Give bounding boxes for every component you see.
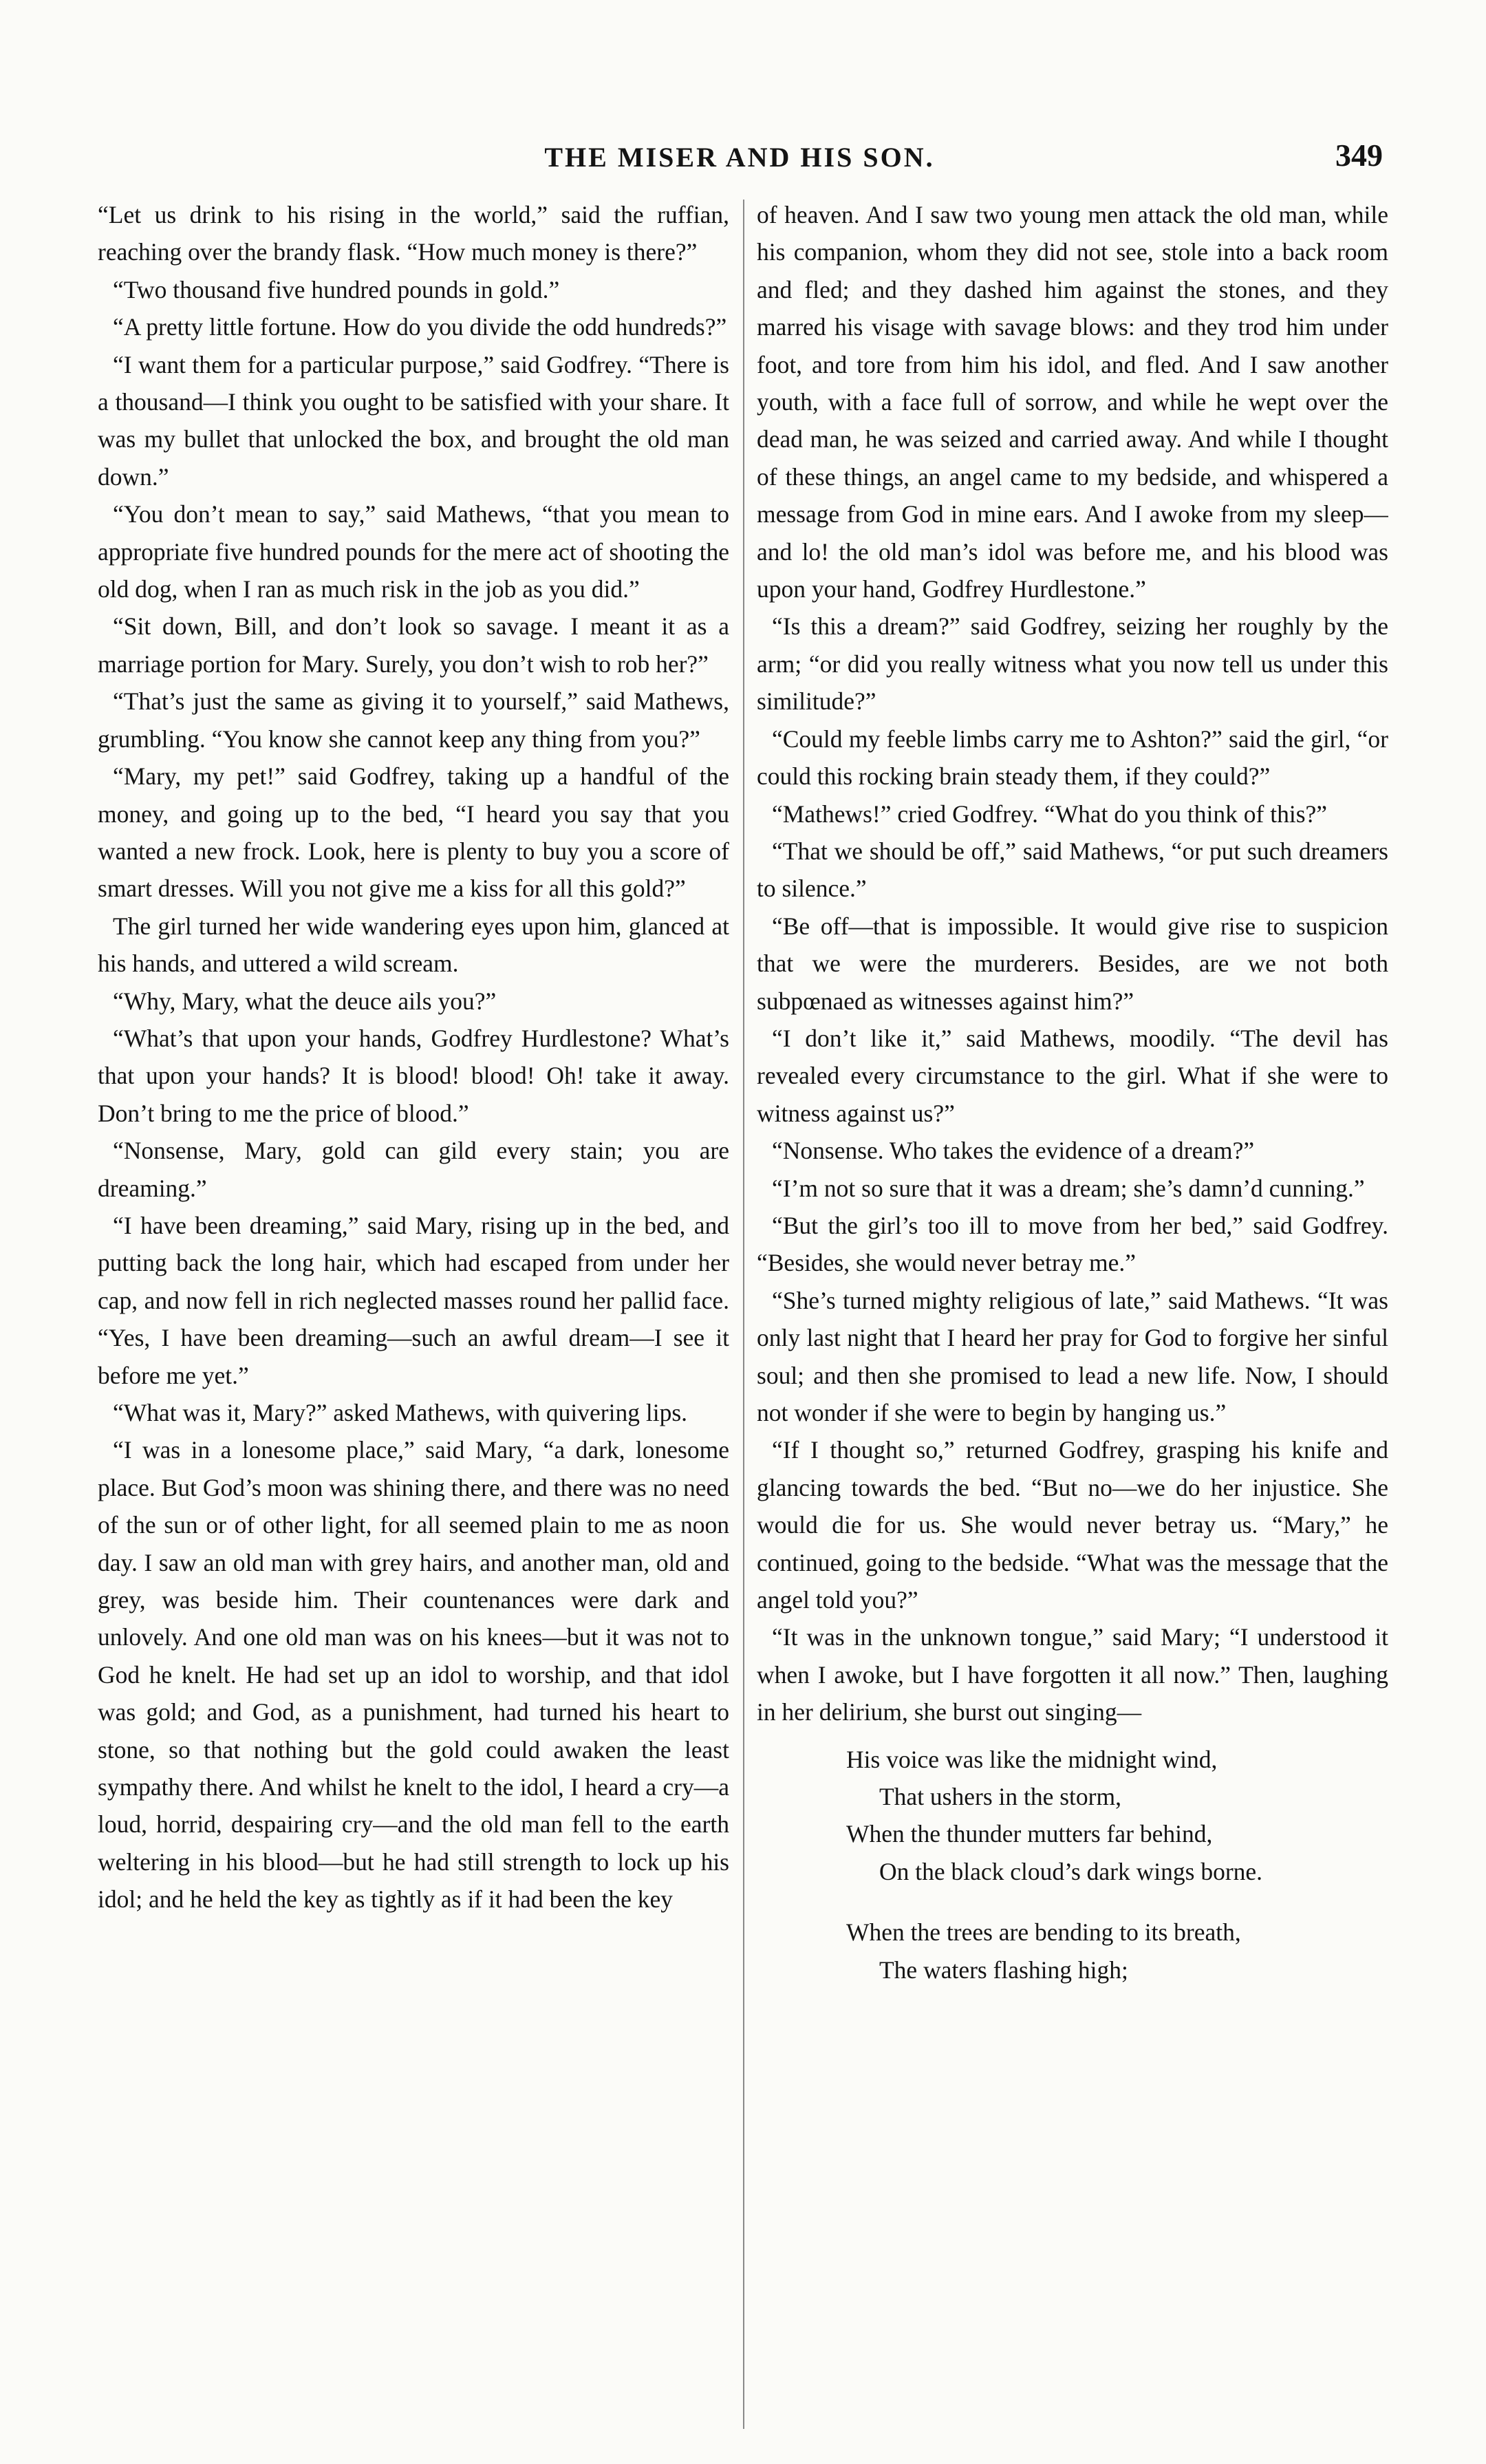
paragraph: of heaven. And I saw two young men attack the old man, while his companion, whom they did not see, stole into a back room and fled; and they dashed him against the stones, and they marred his visage with savage blows: and they trod him under foot, and tore from him his idol, and fled. And I saw another youth, with a face full of sorrow, and while he wept over the dead man, he was seized and carried away. And while I thought of these things, an angel came to my bedside, and whispered a message from God in mine ears. And I awoke from my sleep—and lo! the old man’s idol was before me, and his blood was upon your hand, Godfrey Hurdlestone.” bbox=[757, 201, 1388, 603]
paragraph: “I’m not so sure that it was a dream; she’s damn’d cunning.” bbox=[772, 1174, 1365, 1202]
right-column bbox=[757, 196, 1388, 2432]
paragraph: The girl turned her wide wandering eyes upon him, glanced at his hands, and uttered a wild scream. bbox=[98, 912, 729, 978]
paragraph: “Could my feeble limbs carry me to Ashton?” said the girl, “or could this rocking brain steady them, if they could?” bbox=[757, 725, 1388, 791]
paragraph: “It was in the unknown tongue,” said Mary; “I understood it when I awoke, but I have forgotten it all now.” Then, laughing in her delirium, she burst out singing— bbox=[757, 1623, 1388, 1726]
verse-line: When the trees are bending to its breath, bbox=[846, 1918, 1241, 1947]
paragraph: “Is this a dream?” said Godfrey, seizing her roughly by the arm; “or did you really witness what you now tell us under this similitude?” bbox=[757, 612, 1388, 716]
paragraph: “She’s turned mighty religious of late,” said Mathews. “It was only last night that I heard her pray for God to forgive her sinful soul; and then she promised to lead a new life. Now, I should not wonder if she were to begin by hanging us.” bbox=[757, 1286, 1388, 1426]
paragraph: “That we should be off,” said Mathews, “or put such dreamers to silence.” bbox=[757, 837, 1388, 903]
verse-stanza bbox=[846, 1741, 1388, 1891]
paragraph: “What was it, Mary?” asked Mathews, with quivering lips. bbox=[113, 1399, 688, 1426]
paragraph: “If I thought so,” returned Godfrey, grasping his knife and glancing towards the bed. “But no—we do her injustice. She would die for us. She would never betray us. “Mary,” he continued, going to the bedside. “What was the message that the angel told you?” bbox=[757, 1436, 1388, 1614]
paragraph: “Mathews!” cried Godfrey. “What do you think of this?” bbox=[772, 800, 1328, 828]
verse-line: That ushers in the storm, bbox=[879, 1783, 1121, 1811]
paragraph: “Nonsense. Who takes the evidence of a dream?” bbox=[772, 1137, 1255, 1165]
paragraph: “Two thousand five hundred pounds in gold.” bbox=[113, 275, 560, 303]
paragraph: “That’s just the same as giving it to yourself,” said Mathews, grumbling. “You know she cannot keep any thing from you?” bbox=[98, 687, 729, 753]
paragraph: “Why, Mary, what the deuce ails you?” bbox=[113, 987, 497, 1015]
paragraph: “I was in a lonesome place,” said Mary, “a dark, lonesome place. But God’s moon was shining there, and there was no need of the sun or of other light, for all seemed plain to me as noon day. I saw an old man with grey hairs, and another man, old and grey, was beside him. Their countenances were dark and unlovely. And one old man was on his knees—but it was not to God he knelt. He had set up an idol to worship, and that idol was gold; and God, as a punishment, had turned his heart to stone, so that nothing but the gold could awaken the least sympathy there. And whilst he knelt to the idol, I heard a cry—a loud, horrid, despairing cry—and the old man fell to the earth weltering in his blood—but he had still strength to lock up his idol; and he held the key as tightly as if it had been the key bbox=[98, 1436, 729, 1914]
paragraph: “A pretty little fortune. How do you divide the odd hundreds?” bbox=[113, 313, 727, 341]
verse-line: His voice was like the midnight wind, bbox=[846, 1745, 1218, 1773]
paragraph: “You don’t mean to say,” said Mathews, “that you mean to appropriate five hundred pounds for the mere act of shooting the old dog, when I ran as much risk in the job as you did.” bbox=[98, 500, 729, 603]
paragraph: “Let us drink to his rising in the world,” said the ruffian, reaching over the brandy flask. “How much money is there?” bbox=[98, 201, 729, 266]
paragraph: “Mary, my pet!” said Godfrey, taking up a handful of the money, and going up to the bed, “I heard you say that you wanted a new frock. Look, here is plenty to buy you a score of smart dresses. Will you not give me a kiss for all this gold?” bbox=[98, 762, 729, 903]
paragraph: “But the girl’s too ill to move from her bed,” said Godfrey. “Besides, she would never betray me.” bbox=[757, 1211, 1388, 1277]
paragraph: “I have been dreaming,” said Mary, rising up in the bed, and putting back the long hair, which had escaped from under her cap, and now fell in rich neglected masses round her pallid face. “Yes, I have been dreaming—such an awful dream—I see it before me yet.” bbox=[98, 1211, 729, 1389]
paragraph: “What’s that upon your hands, Godfrey Hurdlestone? What’s that upon your hands? It is blood! blood! Oh! take it away. Don’t bring to me the price of blood.” bbox=[98, 1024, 729, 1127]
paragraph: “Nonsense, Mary, gold can gild every stain; you are dreaming.” bbox=[98, 1137, 729, 1202]
verse-block bbox=[757, 1741, 1388, 1989]
verse-line: The waters flashing high; bbox=[879, 1956, 1128, 1984]
paragraph: “I don’t like it,” said Mathews, moodily. “The devil has revealed every circumstance to the girl. What if she were to witness against us?” bbox=[757, 1024, 1388, 1127]
right-column-paragraphs bbox=[757, 196, 1388, 1731]
running-head bbox=[96, 134, 1383, 182]
paragraph: “Sit down, Bill, and don’t look so savage. I meant it as a marriage portion for Mary. Surely, you don’t wish to rob her?” bbox=[98, 612, 729, 678]
verse-line: When the thunder mutters far behind, bbox=[846, 1820, 1213, 1848]
page-number: 349 bbox=[1335, 138, 1383, 173]
running-title: THE MISER AND HIS SON. bbox=[544, 142, 935, 173]
paragraph: “Be off—that is impossible. It would give rise to suspicion that we were the murderers. Besides, are we not both subpœnaed as witnesses against him?” bbox=[757, 912, 1388, 1015]
left-column bbox=[98, 196, 729, 2432]
column-divider bbox=[743, 200, 744, 2429]
verse-line: On the black cloud’s dark wings borne. bbox=[879, 1857, 1263, 1885]
verse-stanza bbox=[846, 1914, 1388, 1989]
paragraph: “I want them for a particular purpose,” said Godfrey. “There is a thousand—I think you ought to be satisfied with your share. It was my bullet that unlocked the box, and brought the old man down.” bbox=[98, 350, 729, 491]
